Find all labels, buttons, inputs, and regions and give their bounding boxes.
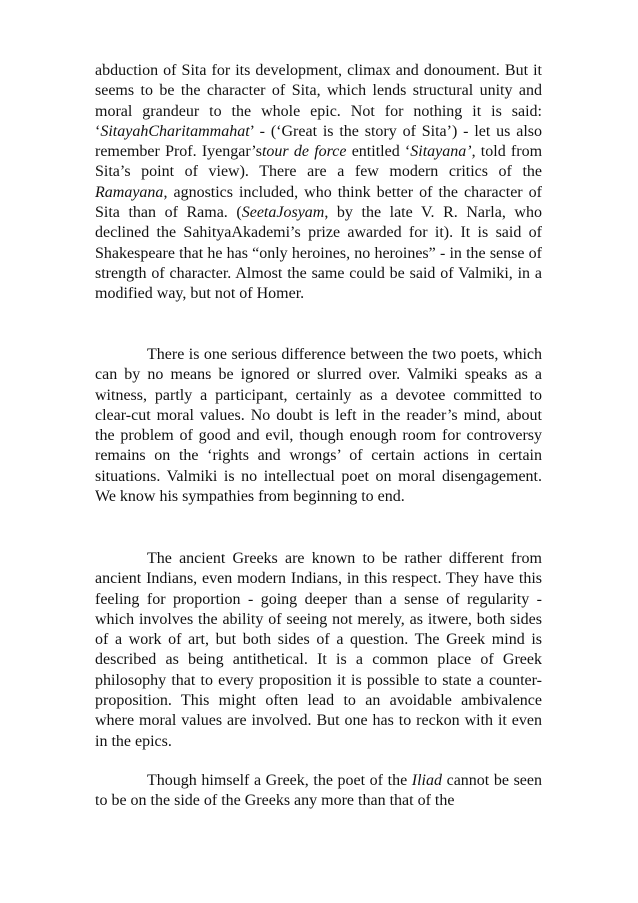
text-run: , told from Sita’s point of view). There are a few modern critics of the xyxy=(95,143,543,181)
paragraph-text xyxy=(95,549,542,752)
paragraph-text xyxy=(95,61,542,305)
text-run: , by the late V. R. Narla, who declined the SahityaAkademi’s prize awarded for it). It is said of Shakespeare that he has “only heroines, no heroines” - in the sense of strength of character. Almost the same could be said of Valmiki, in a modified way, but not of Homer. xyxy=(95,204,542,303)
text-run: Though himself a Greek, the poet of the xyxy=(147,772,412,789)
italic-text: SitayahCharitammahat xyxy=(100,122,250,140)
paragraph-text xyxy=(95,345,542,507)
text-run: , agnostics included, who think better of the character of Sita than of Rama. ( xyxy=(95,183,542,222)
italic-text: Ramayana xyxy=(95,183,164,201)
text-run: The ancient Greeks are known to be rather different from ancient Indians, even modern Indians, in this respect. They have this feeling for proportion - going deeper than a sense of regularity - which involves the ability of seeing not merely, as itwere, both sides of a work of art, but both sides of a question. The Greek mind is described as being antithetical. It is a common place of Greek philosophy that to every proposition it is possible to state a counter-proposition. This might often lead to an avoidable ambivalence where moral values are involved. But one has to reckon with it even in the epics. xyxy=(95,550,542,750)
italic-text: SeetaJosyam xyxy=(241,204,325,222)
paragraph-3 xyxy=(95,549,542,752)
paragraph-4 xyxy=(95,771,542,812)
paragraph-1 xyxy=(95,61,542,305)
italic-text: Sitayana’ xyxy=(410,143,472,161)
text-run: ’ - (‘Great is the story of Sita’) - let us also remember Prof. Iyengar’s xyxy=(95,122,542,161)
text-run: cannot be seen to be on the side of the Greeks any more than that of the xyxy=(95,772,542,810)
paragraph-2 xyxy=(95,345,542,507)
text-run: There is one serious difference between the two poets, which can by no means be ignored or slurred over. Valmiki speaks as a witness, partly a participant, certainly as a devotee committed to clear-cut moral values. No doubt is left in the reader’s mind, about the problem of good and evil, though enough room for controversy remains on the ‘rights and wrongs’ of certain actions in certain situations. Valmiki is no intellectual poet on moral disengagement. We know his sympathies from beginning to end. xyxy=(95,346,542,506)
italic-text: Iliad xyxy=(411,772,442,789)
text-run: abduction of Sita for its development, climax and donoument. But it seems to be the character of Sita, which lends structural unity and moral grandeur to the whole epic. Not for nothing it is said: ‘ xyxy=(95,62,542,140)
text-run: entitled ‘ xyxy=(346,143,411,161)
italic-text: tour de force xyxy=(261,143,347,161)
paragraph-text xyxy=(95,771,542,812)
